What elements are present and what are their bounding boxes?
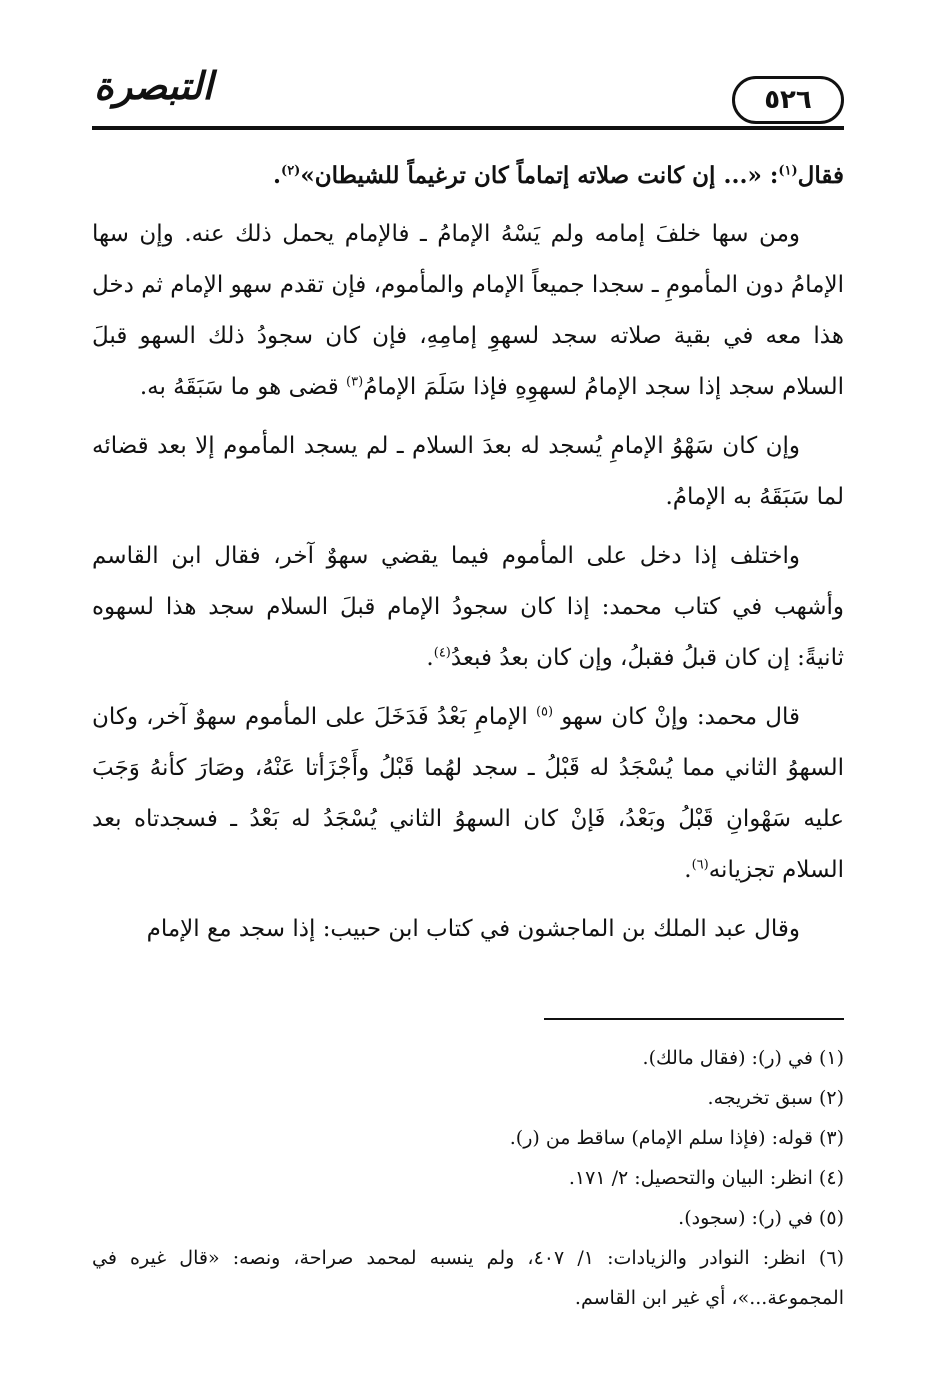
- footnote-2: (٢) سبق تخريجه.: [707, 1087, 844, 1109]
- footnote-5: (٥) في (ر): (سجود).: [678, 1207, 844, 1229]
- text-segment: .: [426, 645, 434, 671]
- text-segment: قضى هو ما سَبَقَهُ به.: [139, 374, 347, 400]
- paragraph-2: [92, 209, 844, 413]
- book-title: التبصرة: [94, 64, 213, 108]
- footnote-3: (٣) قوله: (فإذا سلم الإمام) ساقط من (ر).: [509, 1127, 844, 1149]
- header-rule: [92, 126, 844, 130]
- footnote-1: (١) في (ر): (فقال مالك).: [642, 1047, 844, 1069]
- footnote-ref-3[interactable]: (٣): [346, 374, 364, 390]
- text-segment: قال محمد: وإنْ كان سهو: [553, 704, 801, 730]
- footnote-ref-6[interactable]: (٦): [691, 857, 709, 873]
- text-segment: : «... إن كانت صلاته إتماماً كان ترغيماً للشيطان»: [300, 162, 779, 189]
- paragraph-6: وقال عبد الملك بن الماجشون في كتاب ابن حبيب: إذا سجد مع الإمام: [146, 916, 800, 942]
- page-number: ٥٢٦: [764, 85, 812, 115]
- footnote-4: (٤) انظر: البيان والتحصيل: ٢/ ١٧١.: [568, 1167, 844, 1189]
- footnotes: [92, 1038, 844, 1318]
- paragraph-3: وإن كان سَهْوُ الإمامِ يُسجد له بعدَ السلام ـ لم يسجد المأموم إلا بعد قضائه لما سَبَقَهُ به الإمامُ.: [92, 433, 844, 510]
- paragraph-5: [92, 692, 844, 896]
- footnote-6: (٦) انظر: النوادر والزيادات: ١/ ٤٠٧، ولم ينسبه لمحمد صراحة، ونصه: «قال غيره في المجموعة...»، أي غير ابن القاسم.: [92, 1247, 844, 1309]
- footnote-ref-2[interactable]: (٢): [281, 163, 301, 179]
- text-segment: الإمامِ بَعْدُ فَدَخَلَ على المأموم سهوٌ آخر، وكان السهوُ الثاني مما يُسْجَدُ له قَبْلُ ـ سجد لهُما قَبْلُ وأَجْزَأتا عَنْهُ، وصَارَ كأنهُ وَجَبَ عليه سَهْوانِ قَبْلُ وبَعْدُ، فَإنْ كان السهوُ الثاني يُسْجَدُ له بَعْدُ ـ فسجدتاه بعد السلام تجزيانه: [92, 704, 844, 883]
- footnote-ref-1[interactable]: (١): [778, 163, 798, 179]
- paragraph-1: [92, 150, 844, 201]
- paragraph-4: [92, 531, 844, 684]
- footnote-ref-5[interactable]: (٥): [535, 704, 554, 720]
- footnote-separator: [544, 1018, 844, 1020]
- text-segment: واختلف إذا دخل على المأموم فيما يقضي سهوٌ آخر، فقال ابن القاسم وأشهب في كتاب محمد: إذا كان سجودُ الإمام قبلَ السلام سجد هذا لسهوه ثانيةً: إن كان قبلُ فقبلُ، وإن كان بعدُ فبعدُ: [92, 543, 844, 671]
- text-segment: .: [684, 857, 692, 883]
- footnote-ref-4[interactable]: (٤): [433, 645, 451, 661]
- text-segment: ومن سها خلفَ إمامه ولم يَسْهُ الإمامُ ـ فالإمام يحمل ذلك عنه. وإن سها الإمامُ دون المأمومِ ـ سجدا جميعاً الإمام والمأموم، فإن تقدم سهو الإمام ثم دخل هذا معه في بقية صلاته سجد لسهوِ إمامِهِ، فإن كان سجودُ ذلك السهو قبلَ السلام سجد إذا سجد الإمامُ لسهوِهِ فإذا سَلَمَ الإمامُ: [92, 221, 844, 400]
- main-text: [92, 150, 844, 963]
- text-segment: فقال: [797, 162, 844, 189]
- page-number-frame: [732, 76, 844, 124]
- page-header: [92, 62, 844, 138]
- text-segment: .: [273, 162, 282, 189]
